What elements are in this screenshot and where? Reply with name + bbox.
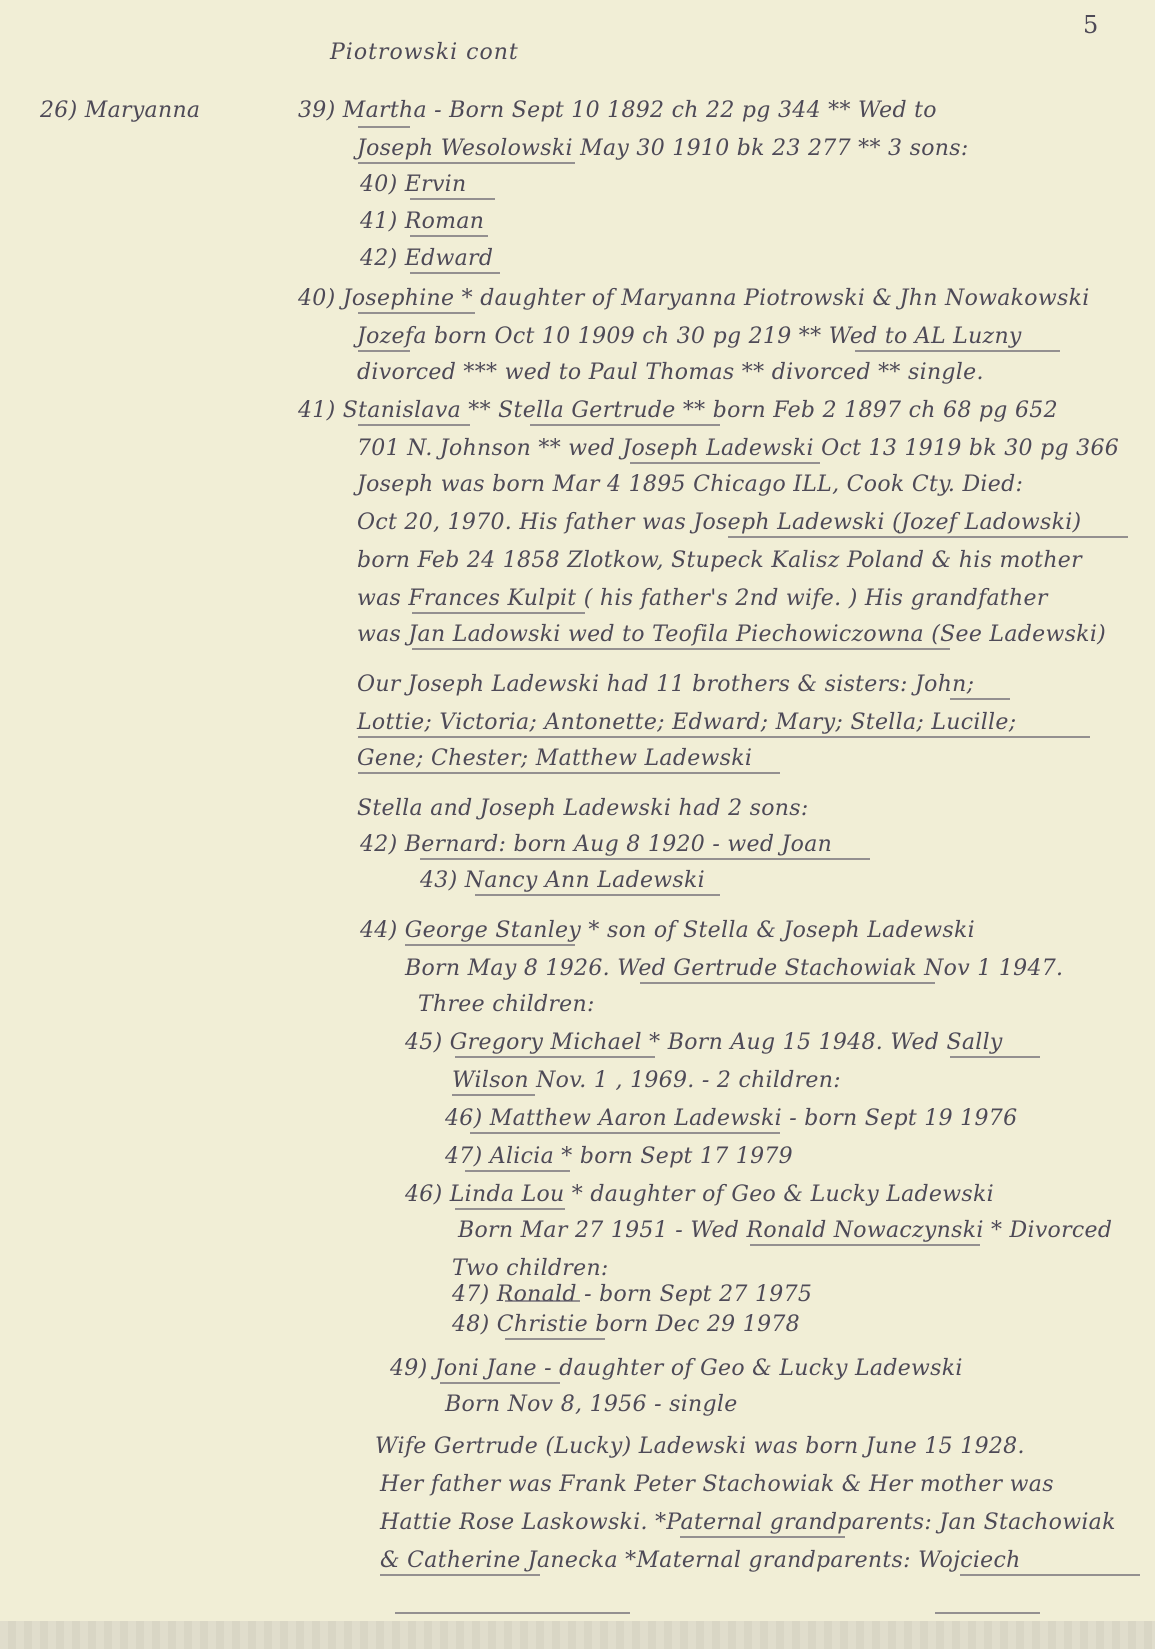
entry-line: was Frances Kulpit ( his father's 2nd wife. ) His grandfather xyxy=(357,586,1048,611)
entry-line: Her father was Frank Peter Stachowiak & Her mother was xyxy=(380,1472,1054,1497)
entry-line: Three children: xyxy=(418,992,595,1017)
entry-line: 47) Alicia * born Sept 17 1979 xyxy=(445,1144,793,1169)
entry-line: 45) Gregory Michael * Born Aug 15 1948. Wed Sally xyxy=(405,1030,1003,1055)
entry-line: 44) George Stanley * son of Stella & Joseph Ladewski xyxy=(360,918,975,943)
entry-line: Born Mar 27 1951 - Wed Ronald Nowaczynski * Divorced xyxy=(458,1218,1113,1243)
entry-line: Oct 20, 1970. His father was Joseph Ladewski (Jozef Ladowski) xyxy=(357,510,1082,535)
entry-line: 39) Martha - Born Sept 10 1892 ch 22 pg 344 ** Wed to xyxy=(298,98,937,123)
entry-line: divorced *** wed to Paul Thomas ** divorced ** single. xyxy=(357,360,984,385)
entry-line: 42) Edward xyxy=(360,246,494,271)
entry-line: 41) Roman xyxy=(360,209,485,234)
entry-line: 701 N. Johnson ** wed Joseph Ladewski Oct 13 1919 bk 30 pg 366 xyxy=(357,436,1120,461)
entry-line: Our Joseph Ladewski had 11 brothers & sisters: John; xyxy=(357,672,975,697)
entry-line: 40) Josephine * daughter of Maryanna Piotrowski & Jhn Nowakowski xyxy=(298,286,1090,311)
entry-line: & Catherine Janecka *Maternal grandparents: Wojciech xyxy=(380,1548,1021,1573)
entry-line: 46) Linda Lou * daughter of Geo & Lucky Ladewski xyxy=(405,1182,994,1207)
entry-line: was Jan Ladowski wed to Teofila Piechowiczowna (See Ladewski) xyxy=(357,622,1107,647)
entry-line: 43) Nancy Ann Ladewski xyxy=(420,868,705,893)
entry-line: 40) Ervin xyxy=(360,172,467,197)
margin-label: 26) Maryanna xyxy=(40,98,201,123)
entry-line: Joseph was born Mar 4 1895 Chicago ILL, Cook Cty. Died: xyxy=(357,472,1024,497)
entry-line: Wilson Nov. 1 , 1969. - 2 children: xyxy=(452,1068,841,1093)
entry-line: born Feb 24 1858 Zlotkow, Stupeck Kalisz Poland & his mother xyxy=(357,548,1082,573)
entry-line: 49) Joni Jane - daughter of Geo & Lucky Ladewski xyxy=(390,1356,963,1381)
page-header: Piotrowski cont xyxy=(330,40,519,65)
scan-edge xyxy=(0,1621,1155,1649)
entry-line: 48) Christie born Dec 29 1978 xyxy=(452,1312,800,1337)
entry-line: Two children: xyxy=(452,1256,609,1281)
entry-line: Stella and Joseph Ladewski had 2 sons: xyxy=(357,796,809,821)
entry-line: Jozefa born Oct 10 1909 ch 30 pg 219 ** Wed to AL Luzny xyxy=(357,324,1022,349)
entry-line: 41) Stanislava ** Stella Gertrude ** born Feb 2 1897 ch 68 pg 652 xyxy=(298,398,1058,423)
entry-line: Gene; Chester; Matthew Ladewski xyxy=(357,746,753,771)
entry-line: Lottie; Victoria; Antonette; Edward; Mary; Stella; Lucille; xyxy=(357,710,1017,735)
page-number: 5 xyxy=(1083,11,1099,39)
entry-line: 42) Bernard: born Aug 8 1920 - wed Joan xyxy=(360,832,833,857)
entry-line: 47) Ronald - born Sept 27 1975 xyxy=(452,1282,813,1307)
entry-line: Joseph Wesolowski May 30 1910 bk 23 277 ** 3 sons: xyxy=(357,136,969,161)
entry-line: Born May 8 1926. Wed Gertrude Stachowiak Nov 1 1947. xyxy=(405,956,1064,981)
entry-line: Wife Gertrude (Lucky) Ladewski was born June 15 1928. xyxy=(375,1434,1025,1459)
entry-line: Hattie Rose Laskowski. *Paternal grandparents: Jan Stachowiak xyxy=(380,1510,1116,1535)
entry-line: Born Nov 8, 1956 - single xyxy=(445,1392,738,1417)
entry-line: 46) Matthew Aaron Ladewski - born Sept 19 1976 xyxy=(445,1106,1018,1131)
